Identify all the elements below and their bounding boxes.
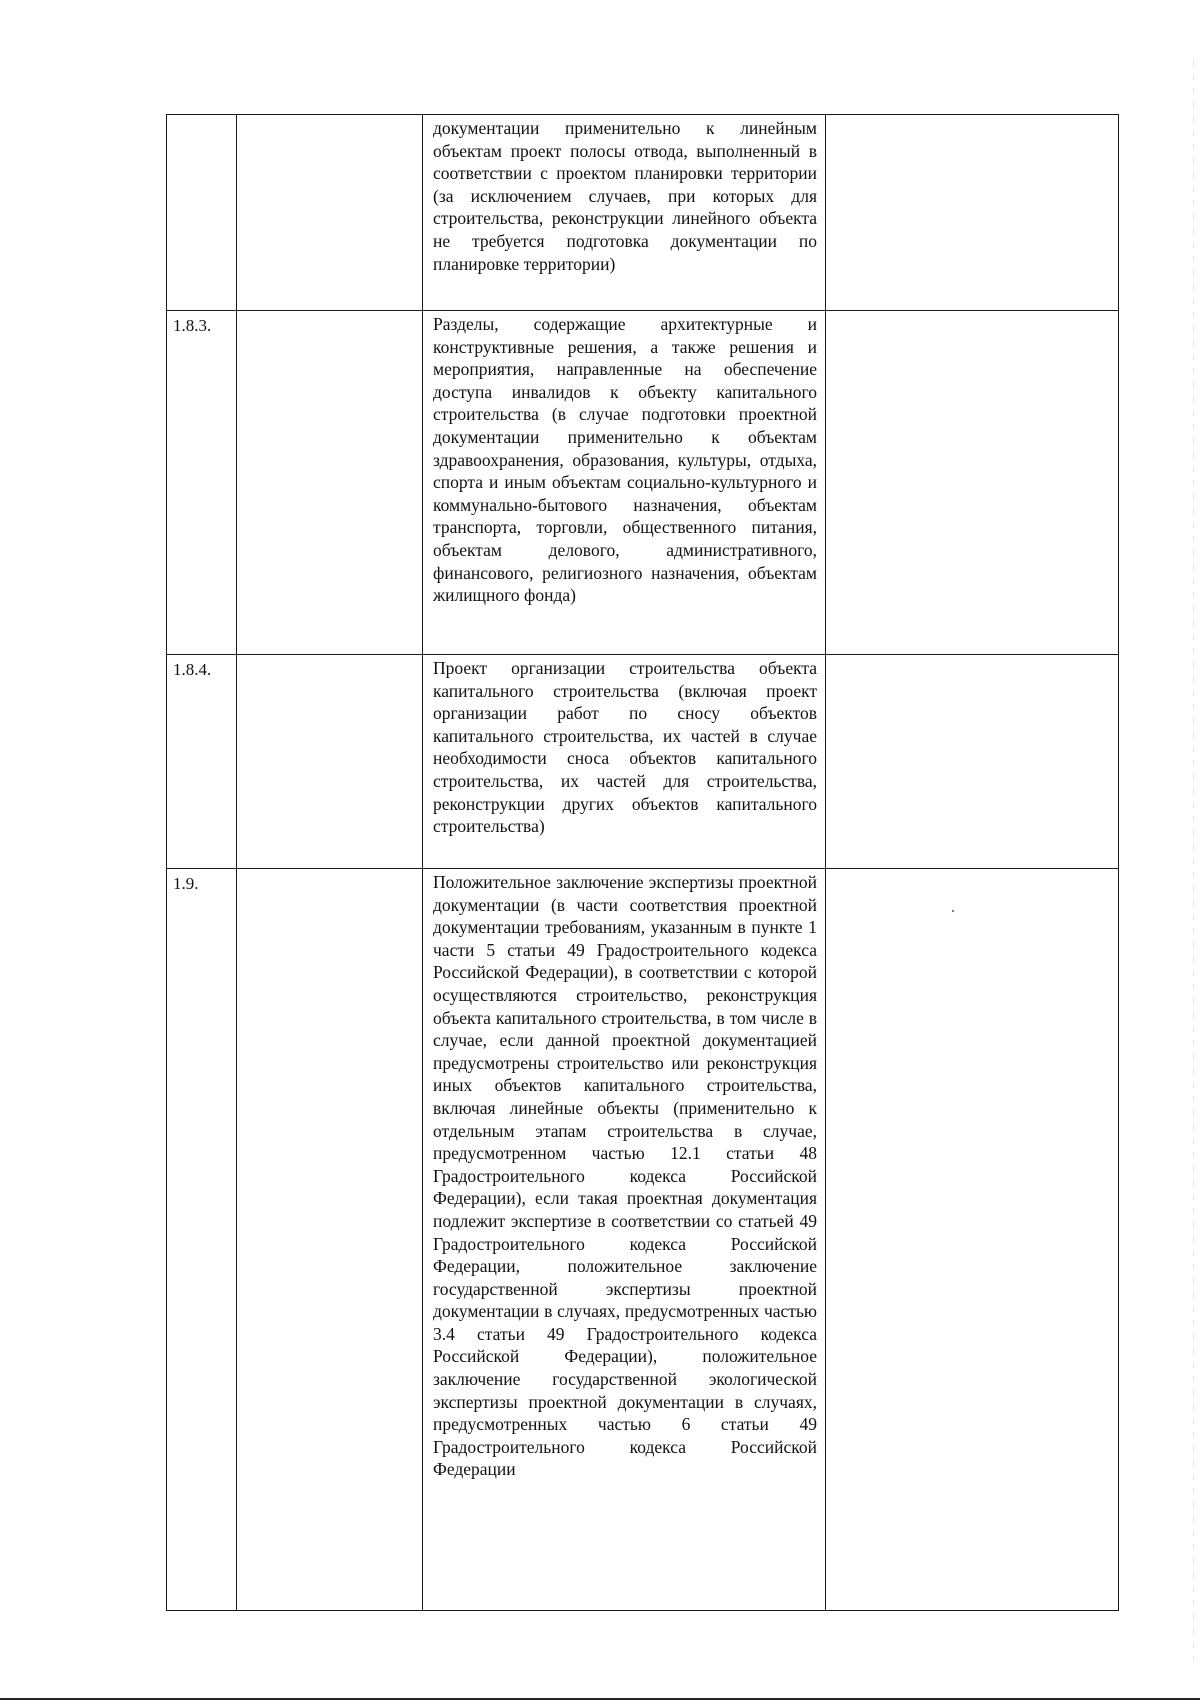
row-description: Положительное заключение экспертизы проектной документации (в части соответствия проектной документации требованиям, указанным в пункте 1 части 5 статьи 49 Градостроительного кодекса Российской Федерации), в соответствии с которой осуществляются строительство, реконструкция объекта капитального строительства, в том числе в случае, если данной проектной документацией предусмотрены строительство или реконструкция иных объектов капитального строительства, включая линейные объекты (применительно к отдельным этапам строительства в случае, предусмотренном частью 12.1 статьи 48 Градостроительного кодекса Российской Федерации), если такая проектная документация подлежит экспертизе в соответствии со статьей 49 Градостроительного кодекса Российской Федерации, положительное заключение государственной экспертизы проектной документации в случаях, предусмотренных частью 3.4 статьи 49 Градостроительного кодекса Российской Федерации), положительное заключение государственной экологической экспертизы проектной документации в случаях, предусмотренных частью 6 статьи 49 Градостроительного кодекса Российской Федерации <box>433 872 817 1480</box>
table-row <box>167 311 1119 655</box>
table-row <box>167 655 1119 869</box>
empty-cell <box>237 655 423 869</box>
page-bottom-border <box>0 1698 1200 1700</box>
row-number-cell <box>167 655 237 869</box>
empty-cell <box>237 869 423 1611</box>
row-description: Проект организации строительства объекта капитального строительства (включая проект организации работ по сносу объектов капитального строительства, их частей в случае необходимости сноса объектов капитального строительства, их частей для строительства, реконструкции других объектов капитального строительства) <box>433 658 817 837</box>
notes-cell <box>826 115 1119 311</box>
row-number: 1.9. <box>173 874 199 893</box>
requirements-table <box>166 114 1119 1611</box>
notes-cell <box>826 869 1119 1611</box>
description-cell <box>423 311 826 655</box>
scan-edge-artifact <box>1193 60 1194 1660</box>
empty-cell <box>237 115 423 311</box>
description-cell <box>423 115 826 311</box>
row-number-cell <box>167 115 237 311</box>
row-number <box>167 115 236 119</box>
table-row <box>167 869 1119 1611</box>
table-row <box>167 115 1119 311</box>
row-description: документации применительно к линейным объектам проект полосы отвода, выполненный в соответствии с проектом планировки территории (за исключением случаев, при которых для строительства, реконструкции линейного объекта не требуется подготовка документации по планировке территории) <box>433 118 817 274</box>
row-number-cell <box>167 869 237 1611</box>
empty-cell <box>237 311 423 655</box>
row-number-cell <box>167 311 237 655</box>
description-cell <box>423 655 826 869</box>
row-number: 1.8.4. <box>173 660 212 679</box>
description-cell <box>423 869 826 1611</box>
notes-cell <box>826 655 1119 869</box>
row-number: 1.8.3. <box>173 316 212 335</box>
row-description: Разделы, содержащие архитектурные и конструктивные решения, а также решения и мероприятия, направленные на обеспечение доступа инвалидов к объекту капитального строительства (в случае подготовки проектной документации применительно к объектам здравоохранения, образования, культуры, отдыха, спорта и иным объектам социально-культурного и коммунально-бытового назначения, объектам транспорта, торговли, общественного питания, объектам делового, административного, финансового, религиозного назначения, объектам жилищного фонда) <box>433 314 817 606</box>
notes-cell <box>826 311 1119 655</box>
